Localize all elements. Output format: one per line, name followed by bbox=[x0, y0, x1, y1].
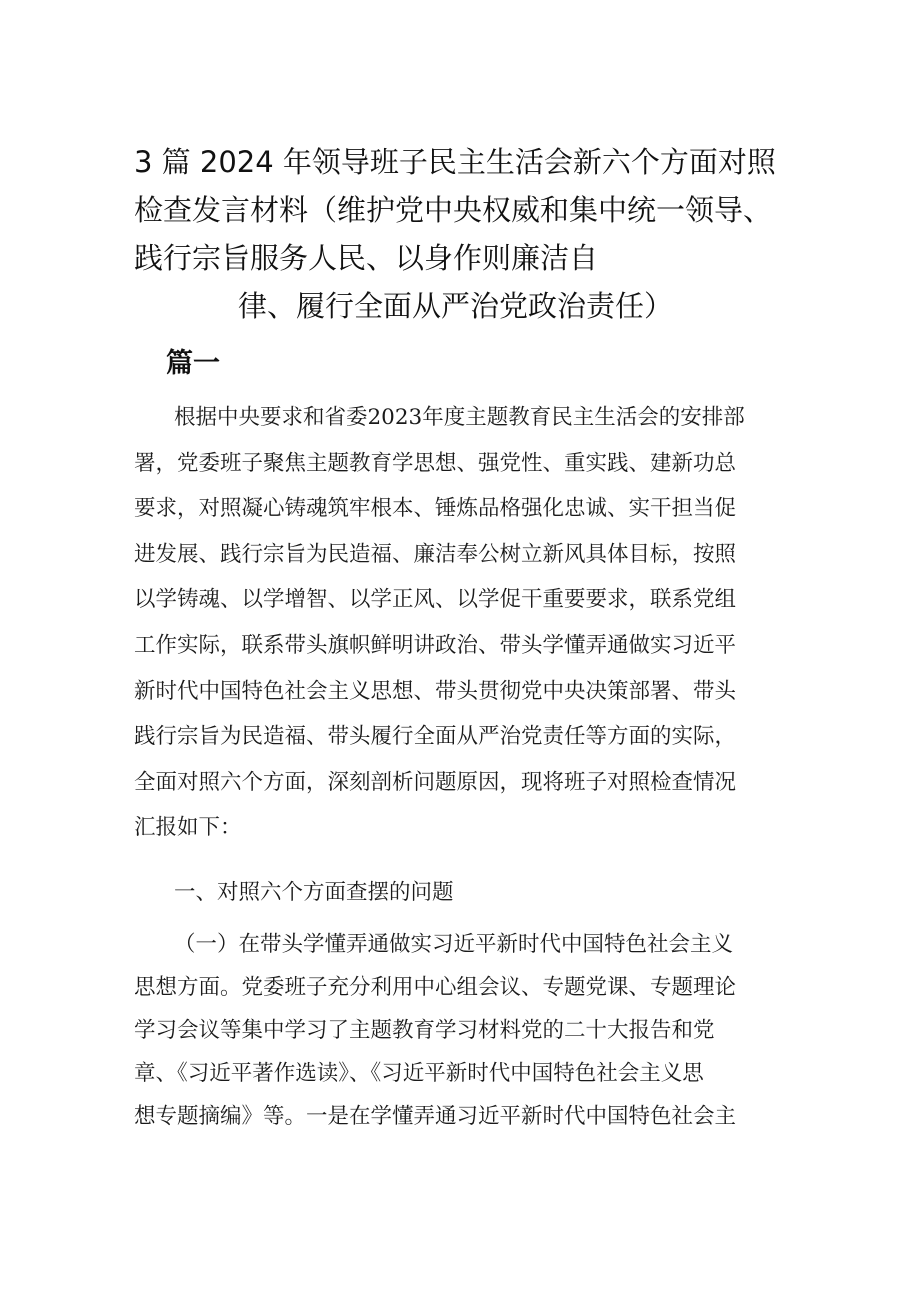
subheading-block bbox=[134, 870, 794, 916]
paragraph-line: 以学铸魂、以学增智、以学正风、以学促干重要要求，联系党组 bbox=[134, 587, 737, 613]
paragraph-line: 全面对照六个方面，深刻剖析问题原因，现将班子对照检查情况 bbox=[134, 769, 737, 795]
subheading: 一、对照六个方面查摆的问题 bbox=[174, 880, 454, 905]
paragraph-line: 署，党委班子聚焦主题教育学思想、强党性、重实践、建新功总 bbox=[134, 450, 737, 476]
paragraph-line: 思想方面。党委班子充分利用中心组会议、专题党课、专题理论 bbox=[134, 975, 737, 1000]
title-line: 3 篇 2024 年领导班子民主生活会新六个方面对照 bbox=[134, 145, 776, 179]
paragraph-line: 章、《习近平著作选读》、《习近平新时代中国特色社会主义思 bbox=[134, 1061, 704, 1086]
paragraph-line: （一）在带头学懂弄通做实习近平新时代中国特色社会主义 bbox=[174, 932, 734, 957]
paragraph-line: 汇报如下： bbox=[134, 815, 242, 841]
paragraph-line: 践行宗旨为民造福、带头履行全面从严治党责任等方面的实际， bbox=[134, 724, 737, 750]
title-line: 检查发言材料（维护党中央权威和集中统一领导、 bbox=[134, 193, 773, 227]
paragraph-2 bbox=[134, 923, 794, 1138]
paragraph-line: 工作实际，联系带头旗帜鲜明讲政治、带头学懂弄通做实习近平 bbox=[134, 632, 737, 658]
paragraph-line: 学习会议等集中学习了主题教育学习材料党的二十大报告和党 bbox=[134, 1018, 715, 1043]
paragraph-line: 想专题摘编》等。一是在学懂弄通习近平新时代中国特色社会主 bbox=[134, 1104, 737, 1129]
title-line: 律、履行全面从严治党政治责任） bbox=[238, 289, 674, 323]
paragraph-line: 进发展、践行宗旨为民造福、廉洁奉公树立新风具体目标，按照 bbox=[134, 541, 737, 567]
title-line: 践行宗旨服务人民、以身作则廉洁自 bbox=[134, 241, 599, 275]
document-title bbox=[134, 138, 794, 330]
paragraph-line: 根据中央要求和省委2023年度主题教育民主生活会的安排部 bbox=[174, 405, 745, 430]
paragraph-line: 新时代中国特色社会主义思想、带头贯彻党中央决策部署、带头 bbox=[134, 678, 737, 704]
section-heading: 篇一 bbox=[166, 348, 220, 379]
paragraph-line: 要求，对照凝心铸魂筑牢根本、锤炼品格强化忠诚、实干担当促 bbox=[134, 496, 737, 522]
paragraph-1 bbox=[134, 395, 794, 851]
